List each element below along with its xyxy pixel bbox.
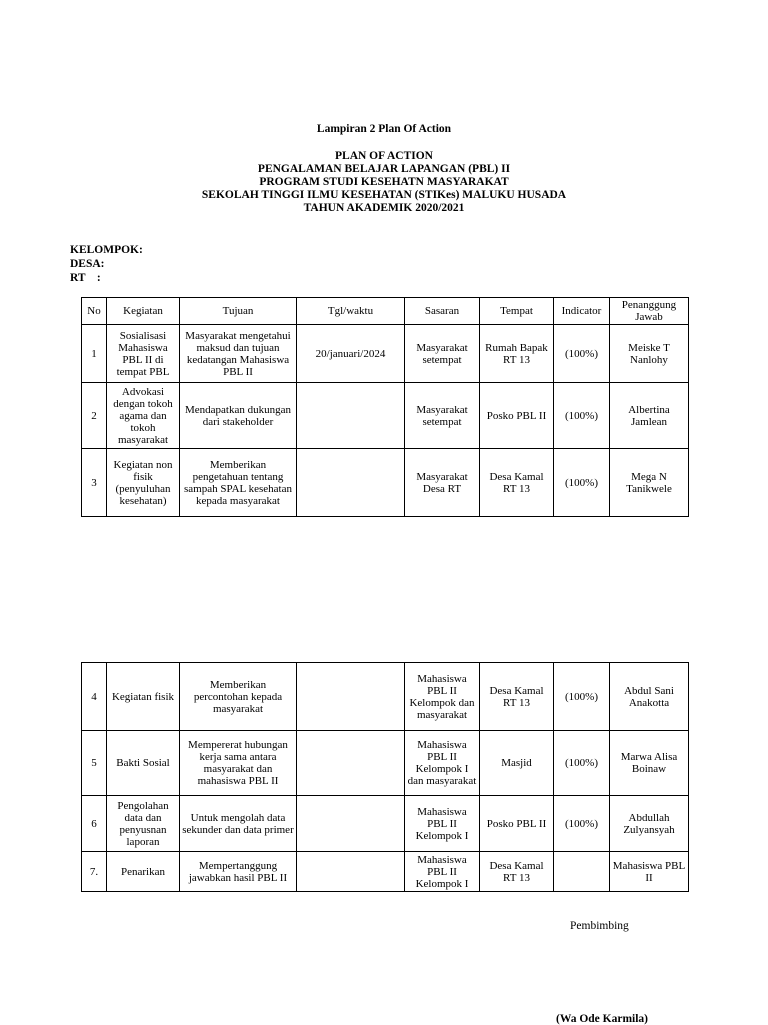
table-cell: Mempererat hubungan kerja sama antara masyarakat dan mahasiswa PBL II (180, 731, 297, 796)
table-cell: Rumah Bapak RT 13 (480, 325, 554, 383)
table-row (82, 852, 689, 892)
table-cell: (100%) (554, 325, 610, 383)
table-cell: 2 (82, 383, 107, 449)
table-row (82, 449, 689, 517)
table-cell: Meiske T Nanlohy (610, 325, 689, 383)
column-header: Tgl/waktu (297, 298, 405, 325)
table-cell: Bakti Sosial (107, 731, 180, 796)
column-header: Indicator (554, 298, 610, 325)
table-cell: Sosialisasi Mahasiswa PBL II di tempat PBL (107, 325, 180, 383)
table-cell: Abdul Sani Anakotta (610, 663, 689, 731)
table-cell: 7. (82, 852, 107, 892)
table-cell (554, 852, 610, 892)
table-row (82, 796, 689, 852)
table-body (82, 663, 689, 892)
table-row (82, 663, 689, 731)
group-info (70, 243, 143, 285)
table-cell: Pengolahan data dan penyusnan laporan (107, 796, 180, 852)
document-caption: Lampiran 2 Plan Of Action (316, 123, 452, 135)
table-cell: (100%) (554, 663, 610, 731)
column-header: No (82, 298, 107, 325)
heading-line: PROGRAM STUDI KESEHATN MASYARAKAT (259, 176, 509, 188)
table-cell: Abdullah Zulyansyah (610, 796, 689, 852)
table-cell: Mahasiswa PBL II (610, 852, 689, 892)
table-cell: 4 (82, 663, 107, 731)
plan-table-page2 (81, 662, 689, 892)
supervisor-title: Pembimbing (570, 920, 629, 932)
table-row (82, 325, 689, 383)
table-cell: 5 (82, 731, 107, 796)
table-cell: Kegiatan fisik (107, 663, 180, 731)
table-cell: Desa Kamal RT 13 (480, 852, 554, 892)
table-cell: Albertina Jamlean (610, 383, 689, 449)
table-cell: Masyarakat mengetahui maksud dan tujuan kedatangan Mahasiswa PBL II (180, 325, 297, 383)
table-cell: Masyarakat setempat (405, 325, 480, 383)
table-cell (297, 383, 405, 449)
table-body (82, 325, 689, 517)
table-cell: Untuk mengolah data sekunder dan data primer (180, 796, 297, 852)
table-cell: Mahasiswa PBL II Kelompok dan masyarakat (405, 663, 480, 731)
table-header-row (82, 298, 689, 325)
table-cell: Mempertanggung jawabkan hasil PBL II (180, 852, 297, 892)
column-header: Tujuan (180, 298, 297, 325)
rt-label: RT : (70, 272, 101, 284)
table-row (82, 383, 689, 449)
table-cell: (100%) (554, 796, 610, 852)
table-cell (297, 731, 405, 796)
table-cell: Mahasiswa PBL II Kelompok I dan masyarakat (405, 731, 480, 796)
table-cell (297, 852, 405, 892)
table-cell: 3 (82, 449, 107, 517)
document-heading (0, 150, 768, 215)
table-cell: Masyarakat setempat (405, 383, 480, 449)
table-cell: Mahasiswa PBL II Kelompok I (405, 852, 480, 892)
column-header: Penanggung Jawab (610, 298, 689, 325)
table-cell (297, 663, 405, 731)
heading-line: PLAN OF ACTION (335, 150, 433, 162)
table-row (82, 731, 689, 796)
table-cell: Posko PBL II (480, 383, 554, 449)
table-cell: Mega N Tanikwele (610, 449, 689, 517)
village-field (70, 257, 143, 271)
table-cell: Masjid (480, 731, 554, 796)
table-cell: Kegiatan non fisik (penyuluhan kesehatan) (107, 449, 180, 517)
table-cell: Desa Kamal RT 13 (480, 449, 554, 517)
table-cell: Penarikan (107, 852, 180, 892)
group-label: KELOMPOK: (70, 244, 143, 256)
plan-table-page1 (81, 297, 689, 517)
table-cell: Desa Kamal RT 13 (480, 663, 554, 731)
column-header: Sasaran (405, 298, 480, 325)
village-label: DESA: (70, 258, 105, 270)
column-header: Tempat (480, 298, 554, 325)
table-cell: Marwa Alisa Boinaw (610, 731, 689, 796)
table-cell: Advokasi dengan tokoh agama dan tokoh masyarakat (107, 383, 180, 449)
table-cell: (100%) (554, 731, 610, 796)
heading-line: SEKOLAH TINGGI ILMU KESEHATAN (STIKes) MALUKU HUSADA (201, 189, 567, 201)
table-cell: (100%) (554, 449, 610, 517)
table-cell: (100%) (554, 383, 610, 449)
table-cell: Posko PBL II (480, 796, 554, 852)
table-cell: 20/januari/2024 (297, 325, 405, 383)
table-cell: Memberikan percontohan kepada masyarakat (180, 663, 297, 731)
table-cell (297, 796, 405, 852)
group-field (70, 243, 143, 257)
heading-line: PENGALAMAN BELAJAR LAPANGAN (PBL) II (257, 163, 511, 175)
table-cell: 6 (82, 796, 107, 852)
supervisor-name: (Wa Ode Karmila) (556, 1013, 648, 1025)
table-cell: Mendapatkan dukungan dari stakeholder (180, 383, 297, 449)
heading-line: TAHUN AKADEMIK 2020/2021 (303, 202, 465, 214)
table-cell: Masyarakat Desa RT (405, 449, 480, 517)
table-cell: Mahasiswa PBL II Kelompok I (405, 796, 480, 852)
table-cell (297, 449, 405, 517)
table-cell: 1 (82, 325, 107, 383)
table-cell: Memberikan pengetahuan tentang sampah SPAL kesehatan kepada masyarakat (180, 449, 297, 517)
rt-field (70, 271, 143, 285)
column-header: Kegiatan (107, 298, 180, 325)
